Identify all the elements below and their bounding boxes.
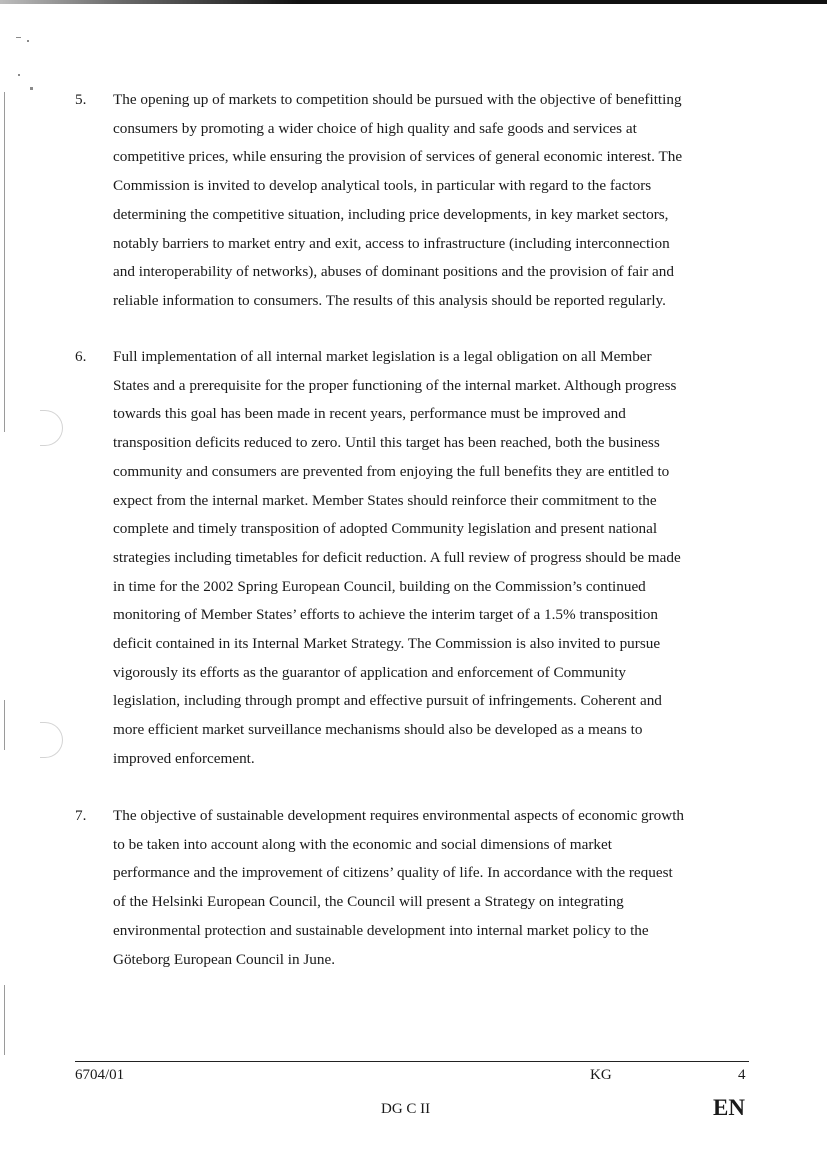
scan-speck (18, 74, 20, 76)
paragraph-7 (75, 802, 755, 974)
paragraph-6 (75, 343, 755, 774)
left-margin-line (4, 700, 5, 750)
paragraph-5 (75, 86, 755, 316)
scan-speck (30, 87, 33, 90)
paragraph-text: The opening up of markets to competition should be pursued with the objective of benefitting consumers by promoting a wider choice of high quality and safe goods and services at competitive prices, while ensuring the provision of services of general economic interest. The Commission is invited to develop analytical tools, in particular with regard to the factors determining the competitive situation, including price developments, in key market sectors, notably barriers to market entry and exit, access to infrastructure (including interconnection and interoperability of networks), abuses of dominant positions and the provision of fair and reliable information to consumers. The results of this analysis should be reported regularly. (113, 91, 683, 309)
footer-rule (75, 1061, 749, 1062)
left-margin-line (4, 985, 5, 1055)
author-initials: KG (590, 1067, 612, 1083)
top-border-rule (0, 0, 827, 4)
page-number: 4 (738, 1067, 746, 1083)
paragraph-number: 5. (75, 91, 87, 108)
scan-speck (27, 40, 29, 42)
paragraph-text: Full implementation of all internal market legislation is a legal obligation on all Member States and a prerequisite for the proper functioning of the internal market. Although progress towards this goal has been made in recent years, performance must be improved and transposition deficits reduced to zero. Until this target has been reached, both the business community and consumers are prevented from enjoying the full benefits they are entitled to expect from the internal market. Member States should reinforce their commitment to the complete and timely transposition of adopted Community legislation and present national strategies including timetables for deficit reduction. A full review of progress should be made in time for the 2002 Spring European Council, building on the Commission’s continued monitoring of Member States’ efforts to achieve the interim target of a 1.5% transposition deficit contained in its Internal Market Strategy. The Commission is also invited to pursue vigorously its efforts as the guarantor of application and enforcement of Community legislation, including through prompt and effective pursuit of infringements. Coherent and more efficient market surveillance mechanisms should also be developed as a means to improved enforcement. (113, 348, 681, 767)
scan-speck (16, 37, 21, 38)
paragraph-text: The objective of sustainable development requires environmental aspects of economic growth to be taken into account along with the economic and social dimensions of market performance and the improvement of citizens’ quality of life. In accordance with the request of the Helsinki European Council, the Council will present a Strategy on integrating environmental protection and sustainable development into internal market policy to the Göteborg European Council in June. (113, 807, 685, 968)
punch-hole-mark (40, 410, 63, 446)
document-reference: 6704/01 (75, 1067, 125, 1083)
directorate-label: DG C II (381, 1101, 431, 1117)
paragraph-number: 7. (75, 807, 87, 824)
punch-hole-mark (40, 722, 63, 758)
left-margin-line (4, 92, 5, 432)
language-code: EN (713, 1095, 745, 1120)
paragraph-number: 6. (75, 348, 87, 365)
